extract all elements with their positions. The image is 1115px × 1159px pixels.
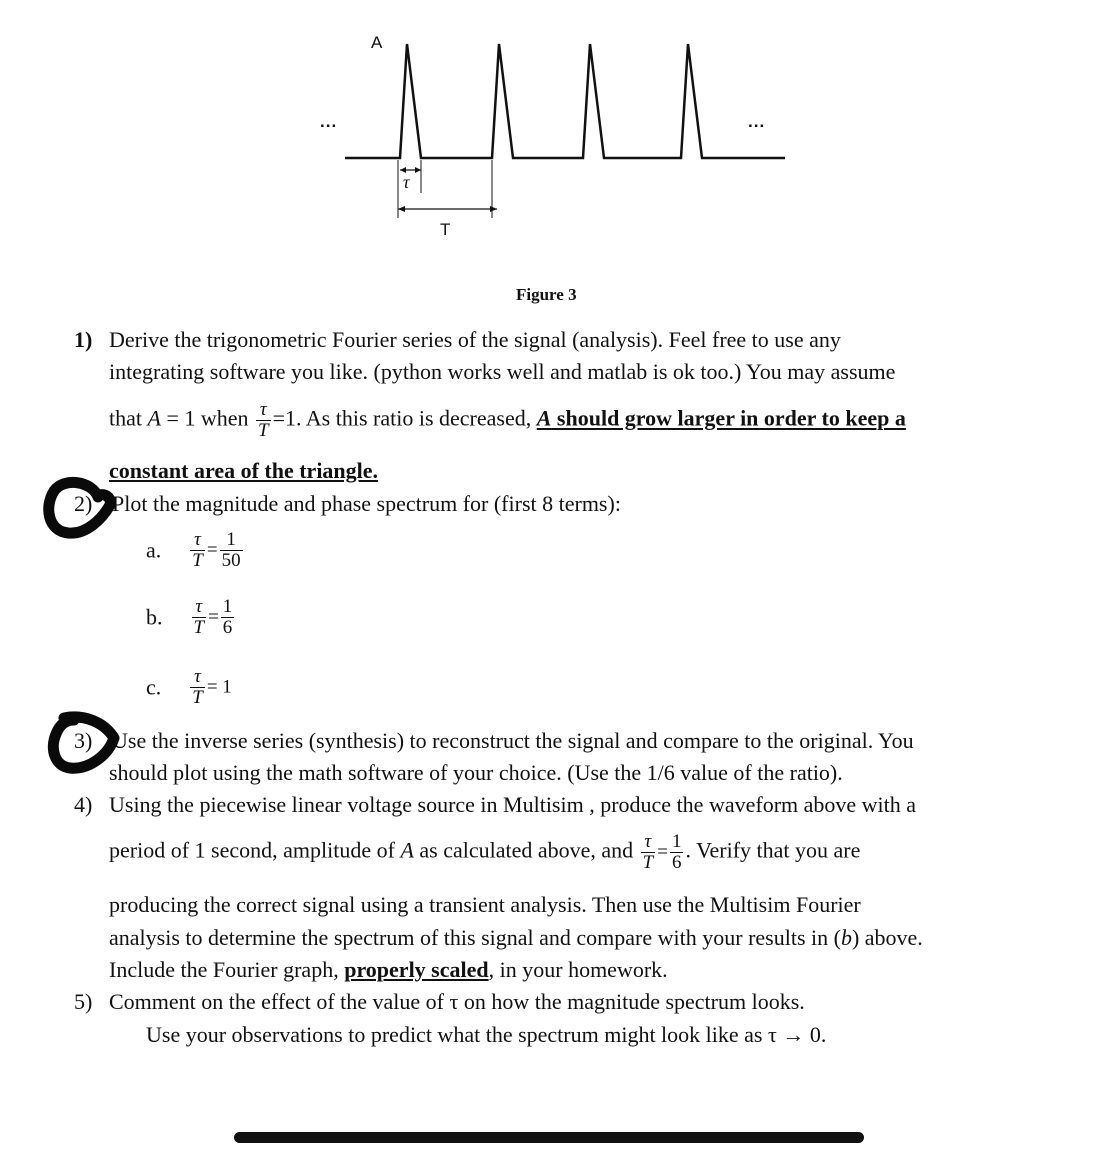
fraction-denominator: 6 bbox=[671, 852, 682, 873]
question-text-line: Using the piecewise linear voltage source in Multisim , produce the waveform above with a bbox=[109, 792, 917, 817]
sub-item-b bbox=[146, 597, 236, 638]
question-text-line: Derive the trigonometric Fourier series of the signal (analysis). Feel free to use any bbox=[109, 327, 841, 352]
equals-sign: = bbox=[208, 606, 219, 628]
text-fragment: that bbox=[109, 405, 148, 431]
pulse-train-waveform bbox=[345, 44, 785, 158]
fraction-denominator: T bbox=[258, 420, 269, 441]
question-text-line bbox=[109, 954, 668, 986]
fraction-denominator: 50 bbox=[221, 550, 241, 571]
question-text-line: integrating software you like. (python works well and matlab is ok too.) You may assume bbox=[109, 359, 896, 384]
fraction-numerator: τ bbox=[190, 530, 205, 551]
emphasis-fragment: should grow larger in order to keep a bbox=[551, 405, 906, 431]
fraction-denominator: T bbox=[192, 550, 203, 571]
question-number: 4) bbox=[74, 792, 93, 817]
ratio-fraction bbox=[192, 597, 207, 638]
ratio-fraction bbox=[190, 667, 205, 708]
amplitude-label: A bbox=[371, 33, 383, 52]
question-text-line: producing the correct signal using a transient analysis. Then use the Multisim Fourier bbox=[109, 892, 861, 917]
text-fragment: =1. As this ratio is decreased, bbox=[272, 405, 537, 431]
fraction-numerator: 1 bbox=[220, 530, 243, 551]
fraction-numerator: 1 bbox=[671, 831, 682, 852]
fraction-numerator: 1 bbox=[222, 596, 233, 617]
home-indicator-bar[interactable] bbox=[234, 1132, 864, 1143]
sub-item-label: b. bbox=[146, 604, 163, 630]
figure-caption: Figure 3 bbox=[516, 285, 577, 304]
tau-over-t-fraction bbox=[256, 400, 271, 441]
circled-mark-question-2 bbox=[40, 475, 120, 545]
question-number: 2) bbox=[74, 491, 93, 516]
emphasis-text: constant area of the triangle. bbox=[109, 458, 379, 483]
question-text-line bbox=[109, 832, 860, 873]
sub-item-label: c. bbox=[146, 674, 162, 700]
text-fragment: . Verify that you are bbox=[685, 837, 861, 863]
question-text-line: Use the inverse series (synthesis) to reconstruct the signal and compare to the original. You bbox=[112, 728, 914, 753]
period-label: T bbox=[440, 220, 451, 239]
question-text-line: should plot using the math software of your choice. (Use the 1/6 value of the ratio). bbox=[109, 760, 843, 785]
variable-b: b bbox=[840, 925, 852, 950]
question-number: 5) bbox=[74, 989, 93, 1014]
fraction-numerator: τ bbox=[641, 832, 656, 853]
text-fragment: analysis to determine the spectrum of this signal and compare with your results in ( bbox=[109, 925, 841, 950]
equals-value: = 1 bbox=[206, 676, 232, 698]
variable-a: A bbox=[400, 837, 414, 863]
question-text-line: Use your observations to predict what the spectrum might look like as τ → 0. bbox=[146, 1022, 827, 1047]
sub-item-a bbox=[146, 530, 245, 571]
text-fragment: Include the Fourier graph, bbox=[109, 957, 345, 982]
value-fraction bbox=[670, 832, 684, 873]
fraction-denominator: T bbox=[642, 852, 654, 873]
question-number: 1) bbox=[74, 327, 93, 352]
ratio-fraction bbox=[641, 832, 656, 873]
text-fragment: period of 1 second, amplitude of bbox=[109, 837, 401, 863]
fraction-denominator: 6 bbox=[222, 617, 233, 638]
question-text-line bbox=[109, 400, 906, 441]
text-fragment: as calculated above, and bbox=[413, 837, 639, 863]
value-fraction bbox=[220, 530, 243, 571]
question-text-line: Comment on the effect of the value of τ on how the magnitude spectrum looks. bbox=[109, 989, 805, 1014]
ellipsis-left: ... bbox=[320, 112, 338, 131]
fraction-numerator: τ bbox=[256, 400, 271, 421]
text-fragment: ) above. bbox=[851, 925, 923, 950]
question-number: 3) bbox=[74, 728, 93, 753]
equals-sign: = bbox=[657, 841, 668, 863]
question-text-line bbox=[109, 922, 923, 954]
tau-arrow-right bbox=[415, 167, 421, 173]
waveform-diagram bbox=[0, 0, 1115, 270]
fraction-numerator: τ bbox=[190, 667, 205, 688]
period-arrow-right bbox=[490, 206, 497, 212]
variable-a: A bbox=[536, 405, 552, 431]
emphasis-text bbox=[537, 406, 906, 431]
text-fragment: = 1 when bbox=[160, 405, 255, 431]
sub-item-c bbox=[146, 667, 232, 708]
variable-a: A bbox=[147, 405, 161, 431]
question-text-line: Plot the magnitude and phase spectrum for (first 8 terms): bbox=[112, 491, 621, 516]
fraction-denominator: T bbox=[193, 617, 205, 638]
fraction-denominator: T bbox=[192, 687, 203, 708]
ratio-fraction bbox=[190, 530, 205, 571]
fraction-numerator: τ bbox=[192, 597, 207, 618]
emphasis-text: properly scaled bbox=[344, 957, 489, 982]
text-fragment: , in your homework. bbox=[488, 957, 668, 982]
value-fraction bbox=[221, 597, 235, 638]
equals-sign: = bbox=[206, 539, 218, 561]
circled-mark-question-3 bbox=[44, 708, 124, 780]
period-arrow-left bbox=[398, 206, 405, 212]
sub-item-label: a. bbox=[146, 537, 162, 563]
ellipsis-right: ... bbox=[748, 112, 766, 131]
tau-label: τ bbox=[403, 172, 410, 192]
